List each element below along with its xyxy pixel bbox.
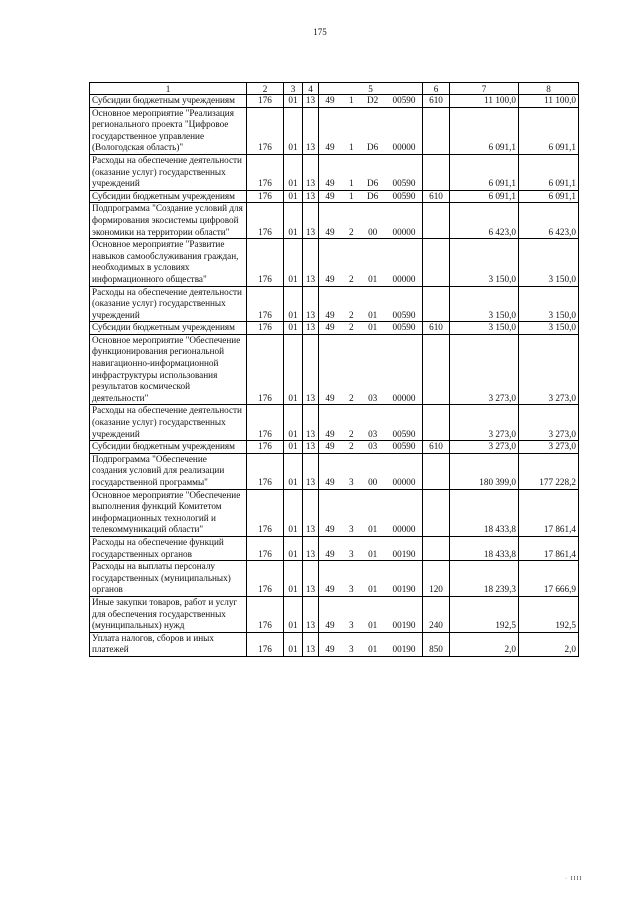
amount-col7: 6 091,1: [450, 107, 519, 154]
header-cell: 1: [90, 83, 247, 95]
header-cell: 7: [450, 83, 519, 95]
row-name: Расходы на обеспечение функций государственных органов: [90, 536, 247, 560]
table-row: [90, 536, 579, 560]
program-code: 49: [325, 226, 335, 237]
program-code: 49: [325, 95, 335, 105]
target-article-cell: [319, 239, 423, 286]
code-ministry: 176: [247, 322, 284, 335]
code-ministry: 176: [247, 453, 284, 489]
code-subsection: 13: [303, 322, 319, 335]
subprogram-code: 1: [349, 142, 354, 153]
subprogram-code: 2: [349, 392, 354, 403]
program-code: 49: [325, 309, 335, 320]
amount-col7: 18 433,8: [450, 489, 519, 536]
amount-col8: 17 861,4: [519, 489, 579, 536]
event-code: 03: [368, 441, 378, 452]
code-subsection: 13: [303, 489, 319, 536]
budget-table: [89, 82, 579, 657]
code-ministry: 176: [247, 203, 284, 239]
row-name: Субсидии бюджетным учреждениям: [90, 322, 247, 335]
code-ministry: 176: [247, 561, 284, 597]
row-name: Основное мероприятие "Обеспечение функционирования региональной навигационно-информационной инфраструктуры использования результатов космической деятельности": [90, 334, 247, 405]
amount-col8: 6 423,0: [519, 203, 579, 239]
code-subsection: 13: [303, 190, 319, 203]
event-code: 01: [368, 548, 378, 559]
subprogram-code: 1: [349, 95, 354, 105]
header-cell: 6: [423, 83, 450, 95]
code-subsection: 13: [303, 154, 319, 190]
target-article-cell: [319, 489, 423, 536]
table-row: [90, 190, 579, 203]
table-row: [90, 561, 579, 597]
subprogram-code: 1: [349, 178, 354, 189]
expense-type-code: 610: [423, 441, 450, 454]
expense-type-code: [423, 239, 450, 286]
row-name: Иные закупки товаров, работ и услуг для обеспечения государственных (муниципальных) нужд: [90, 596, 247, 632]
code-subsection: 13: [303, 239, 319, 286]
event-code: 01: [368, 644, 378, 655]
row-name: Уплата налогов, сборов и иных платежей: [90, 632, 247, 656]
header-cell: 8: [519, 83, 579, 95]
code-subsection: 13: [303, 405, 319, 441]
table-row: [90, 405, 579, 441]
row-name: Расходы на обеспечение деятельности (оказание услуг) государственных учреждений: [90, 405, 247, 441]
direction-code: 00000: [392, 524, 416, 535]
event-code: D6: [367, 190, 379, 201]
code-ministry: 176: [247, 441, 284, 454]
expense-type-code: [423, 203, 450, 239]
code-ministry: 176: [247, 489, 284, 536]
header-cell: 3: [284, 83, 303, 95]
table-row: [90, 239, 579, 286]
amount-col7: 3 273,0: [450, 441, 519, 454]
code-section: 01: [284, 405, 303, 441]
code-section: 01: [284, 286, 303, 322]
expense-type-code: [423, 154, 450, 190]
code-ministry: 176: [247, 107, 284, 154]
amount-col7: 3 150,0: [450, 322, 519, 335]
expense-type-code: [423, 107, 450, 154]
code-section: 01: [284, 190, 303, 203]
page-number: 175: [313, 27, 327, 37]
code-section: 01: [284, 334, 303, 405]
code-ministry: 176: [247, 536, 284, 560]
amount-col8: 17 861,4: [519, 536, 579, 560]
code-ministry: 176: [247, 286, 284, 322]
expense-type-code: [423, 489, 450, 536]
code-section: 01: [284, 239, 303, 286]
target-article-cell: [319, 107, 423, 154]
event-code: D6: [367, 142, 379, 153]
code-subsection: 13: [303, 632, 319, 656]
code-ministry: 176: [247, 334, 284, 405]
target-article-cell: [319, 154, 423, 190]
subprogram-code: 2: [349, 441, 354, 452]
header-cell: 4: [303, 83, 319, 95]
amount-col8: 3 273,0: [519, 334, 579, 405]
subprogram-code: 2: [349, 309, 354, 320]
amount-col8: 6 091,1: [519, 190, 579, 203]
code-subsection: 13: [303, 107, 319, 154]
code-section: 01: [284, 561, 303, 597]
target-article-cell: [319, 322, 423, 335]
direction-code: 00000: [392, 392, 416, 403]
code-section: 01: [284, 322, 303, 335]
direction-code: 00000: [392, 477, 416, 487]
program-code: 49: [325, 178, 335, 189]
direction-code: 00590: [392, 441, 416, 452]
code-section: 01: [284, 441, 303, 454]
direction-code: 00590: [392, 322, 416, 333]
amount-col7: 6 091,1: [450, 154, 519, 190]
code-section: 01: [284, 154, 303, 190]
header-cell: 2: [247, 83, 284, 95]
subprogram-code: 3: [349, 620, 354, 631]
amount-col8: 192,5: [519, 596, 579, 632]
program-code: 49: [325, 322, 335, 333]
direction-code: 00590: [392, 95, 416, 105]
amount-col8: 6 091,1: [519, 154, 579, 190]
code-ministry: 176: [247, 95, 284, 108]
program-code: 49: [325, 477, 335, 487]
target-article-cell: [319, 334, 423, 405]
amount-col8: 17 666,9: [519, 561, 579, 597]
amount-col8: 11 100,0: [519, 95, 579, 108]
direction-code: 00190: [392, 584, 416, 595]
event-code: 01: [368, 620, 378, 631]
code-subsection: 13: [303, 334, 319, 405]
target-article-cell: [319, 632, 423, 656]
amount-col7: 6 091,1: [450, 190, 519, 203]
target-article-cell: [319, 596, 423, 632]
event-code: 00: [368, 477, 378, 487]
target-article-cell: [319, 190, 423, 203]
table-body: [90, 83, 579, 657]
amount-col7: 11 100,0: [450, 95, 519, 108]
target-article-cell: [319, 453, 423, 489]
subprogram-code: 3: [349, 524, 354, 535]
target-article-cell: [319, 561, 423, 597]
table-row: [90, 453, 579, 489]
row-name: Подпрограмма "Создание условий для формирования экосистемы цифровой экономики на территории области": [90, 203, 247, 239]
amount-col7: 18 239,3: [450, 561, 519, 597]
event-code: 01: [368, 273, 378, 284]
row-name: Расходы на обеспечение деятельности (оказание услуг) государственных учреждений: [90, 154, 247, 190]
event-code: 01: [368, 584, 378, 595]
row-name: Субсидии бюджетным учреждениям: [90, 441, 247, 454]
amount-col8: 3 273,0: [519, 405, 579, 441]
code-ministry: 176: [247, 190, 284, 203]
program-code: 49: [325, 273, 335, 284]
table-row: [90, 632, 579, 656]
program-code: 49: [325, 142, 335, 153]
code-section: 01: [284, 453, 303, 489]
row-name: Основное мероприятие "Реализация регионального проекта "Цифровое государственное управление (Вологодская область)": [90, 107, 247, 154]
target-article-cell: [319, 95, 423, 108]
event-code: 01: [368, 322, 378, 333]
subprogram-code: 3: [349, 477, 354, 487]
target-article-cell: [319, 405, 423, 441]
amount-col8: 3 150,0: [519, 239, 579, 286]
direction-code: 00190: [392, 620, 416, 631]
subprogram-code: 2: [349, 428, 354, 439]
table-row: [90, 596, 579, 632]
footer-mark: · IIII: [565, 876, 583, 882]
row-name: Основное мероприятие "Обеспечение выполнения функций Комитетом информационных технологий и телекоммуникаций области": [90, 489, 247, 536]
direction-code: 00590: [392, 309, 416, 320]
amount-col7: 3 273,0: [450, 405, 519, 441]
code-subsection: 13: [303, 561, 319, 597]
table-row: [90, 203, 579, 239]
direction-code: 00590: [392, 190, 416, 201]
expense-type-code: 120: [423, 561, 450, 597]
table-row: [90, 107, 579, 154]
code-section: 01: [284, 536, 303, 560]
amount-col7: 192,5: [450, 596, 519, 632]
direction-code: 00590: [392, 428, 416, 439]
table-row: [90, 322, 579, 335]
subprogram-code: 3: [349, 548, 354, 559]
direction-code: 00190: [392, 644, 416, 655]
code-ministry: 176: [247, 154, 284, 190]
program-code: 49: [325, 392, 335, 403]
table-row: [90, 286, 579, 322]
program-code: 49: [325, 644, 335, 655]
expense-type-code: 850: [423, 632, 450, 656]
event-code: 03: [368, 392, 378, 403]
direction-code: 00000: [392, 142, 416, 153]
code-section: 01: [284, 107, 303, 154]
code-subsection: 13: [303, 596, 319, 632]
program-code: 49: [325, 584, 335, 595]
subprogram-code: 2: [349, 322, 354, 333]
row-name: Расходы на выплаты персоналу государственных (муниципальных) органов: [90, 561, 247, 597]
amount-col7: 18 433,8: [450, 536, 519, 560]
direction-code: 00590: [392, 178, 416, 189]
subprogram-code: 2: [349, 226, 354, 237]
expense-type-code: 240: [423, 596, 450, 632]
expense-type-code: 610: [423, 322, 450, 335]
expense-type-code: [423, 405, 450, 441]
row-name: Субсидии бюджетным учреждениям: [90, 95, 247, 108]
code-section: 01: [284, 95, 303, 108]
program-code: 49: [325, 428, 335, 439]
expense-type-code: [423, 286, 450, 322]
table-row: [90, 334, 579, 405]
amount-col8: 2,0: [519, 632, 579, 656]
direction-code: 00000: [392, 226, 416, 237]
code-ministry: 176: [247, 596, 284, 632]
table-row: [90, 154, 579, 190]
amount-col7: 3 150,0: [450, 239, 519, 286]
row-name: Основное мероприятие "Развитие навыков самообслуживания граждан, необходимых в условиях информационного общества": [90, 239, 247, 286]
event-code: 03: [368, 428, 378, 439]
code-subsection: 13: [303, 286, 319, 322]
row-name: Расходы на обеспечение деятельности (оказание услуг) государственных учреждений: [90, 286, 247, 322]
event-code: 00: [368, 226, 378, 237]
expense-type-code: [423, 536, 450, 560]
amount-col7: 180 399,0: [450, 453, 519, 489]
row-name: Подпрограмма "Обеспечение создания условий для реализации государственной программы": [90, 453, 247, 489]
expense-type-code: [423, 334, 450, 405]
code-ministry: 176: [247, 632, 284, 656]
amount-col8: 177 228,2: [519, 453, 579, 489]
header-cell: 5: [319, 83, 423, 95]
subprogram-code: 3: [349, 584, 354, 595]
amount-col8: 3 150,0: [519, 286, 579, 322]
target-article-cell: [319, 536, 423, 560]
amount-col7: 3 273,0: [450, 334, 519, 405]
code-ministry: 176: [247, 239, 284, 286]
expense-type-code: [423, 453, 450, 489]
code-subsection: 13: [303, 453, 319, 489]
expense-type-code: 610: [423, 95, 450, 108]
code-ministry: 176: [247, 405, 284, 441]
row-name: Субсидии бюджетным учреждениям: [90, 190, 247, 203]
event-code: D6: [367, 178, 379, 189]
expense-type-code: 610: [423, 190, 450, 203]
code-subsection: 13: [303, 203, 319, 239]
amount-col7: 6 423,0: [450, 203, 519, 239]
code-section: 01: [284, 596, 303, 632]
table-row: [90, 489, 579, 536]
event-code: 01: [368, 309, 378, 320]
target-article-cell: [319, 441, 423, 454]
amount-col8: 3 150,0: [519, 322, 579, 335]
table-row: [90, 95, 579, 108]
table-row: [90, 441, 579, 454]
code-section: 01: [284, 632, 303, 656]
direction-code: 00000: [392, 273, 416, 284]
program-code: 49: [325, 524, 335, 535]
program-code: 49: [325, 620, 335, 631]
header-row: [90, 83, 579, 95]
code-section: 01: [284, 203, 303, 239]
code-subsection: 13: [303, 441, 319, 454]
target-article-cell: [319, 286, 423, 322]
target-article-cell: [319, 203, 423, 239]
code-subsection: 13: [303, 536, 319, 560]
subprogram-code: 3: [349, 644, 354, 655]
amount-col8: 6 091,1: [519, 107, 579, 154]
amount-col7: 3 150,0: [450, 286, 519, 322]
event-code: 01: [368, 524, 378, 535]
program-code: 49: [325, 190, 335, 201]
direction-code: 00190: [392, 548, 416, 559]
program-code: 49: [325, 441, 335, 452]
code-section: 01: [284, 489, 303, 536]
program-code: 49: [325, 548, 335, 559]
amount-col7: 2,0: [450, 632, 519, 656]
subprogram-code: 1: [349, 190, 354, 201]
amount-col8: 3 273,0: [519, 441, 579, 454]
subprogram-code: 2: [349, 273, 354, 284]
event-code: D2: [367, 95, 379, 105]
code-subsection: 13: [303, 95, 319, 108]
